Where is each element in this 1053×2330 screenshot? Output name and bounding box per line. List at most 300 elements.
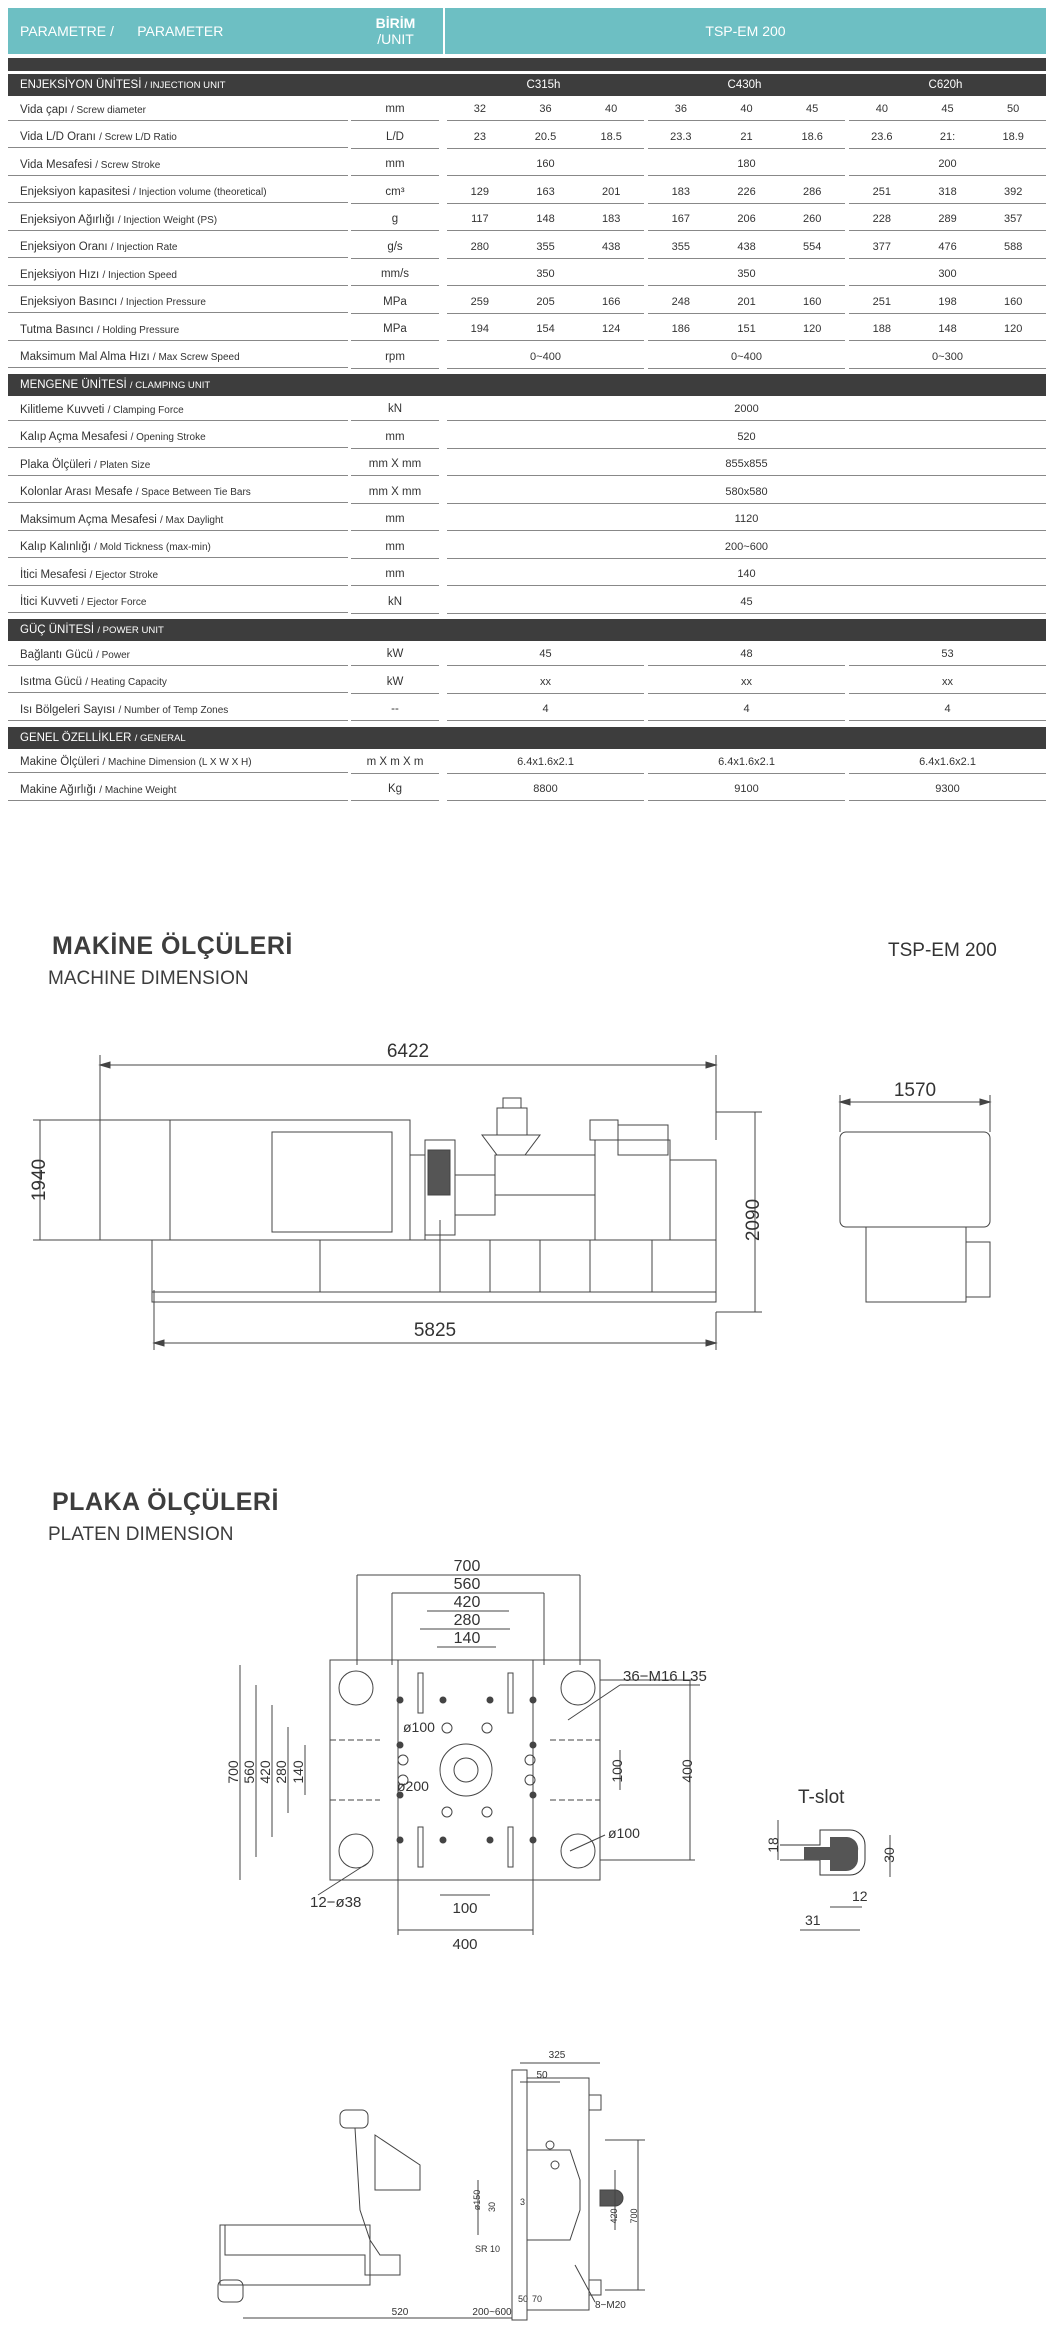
cell-value: 48 bbox=[740, 648, 753, 661]
row-label bbox=[8, 591, 348, 613]
table-row bbox=[8, 534, 1046, 562]
table-row bbox=[8, 749, 1046, 777]
label-en: / Space Between Tie Bars bbox=[135, 487, 251, 499]
row-label bbox=[8, 236, 348, 258]
value-group bbox=[447, 698, 644, 721]
cell-value: 588 bbox=[1004, 240, 1023, 253]
cell-value: 200~600 bbox=[447, 536, 1046, 559]
value-group bbox=[849, 346, 1046, 369]
side-8m20: 8−M20 bbox=[595, 2300, 626, 2311]
section-subtitle: / GENERAL bbox=[134, 732, 186, 744]
spec-table bbox=[8, 8, 1046, 804]
label-tr: İtici Kuvveti bbox=[20, 596, 79, 609]
cell-value: 50 bbox=[1007, 103, 1020, 116]
table-row bbox=[8, 696, 1046, 724]
injection-rows bbox=[8, 96, 1046, 371]
cell-value: 260 bbox=[803, 213, 822, 226]
value-group bbox=[849, 126, 1046, 149]
dia100b-label: ø100 bbox=[608, 1825, 640, 1841]
label-en: / Ejector Force bbox=[81, 597, 147, 609]
cell-value: xx bbox=[540, 675, 551, 688]
cell-value: 259 bbox=[470, 295, 490, 308]
label-tr: Kilitleme Kuvveti bbox=[20, 403, 105, 416]
cell-value: 18.6 bbox=[801, 130, 823, 143]
table-row bbox=[8, 479, 1046, 507]
side-3: 3 bbox=[520, 2197, 526, 2207]
cell-value: 855x855 bbox=[447, 453, 1046, 476]
row-unit: g bbox=[351, 208, 439, 231]
row-label bbox=[8, 751, 348, 773]
table-row bbox=[8, 151, 1046, 179]
value-group bbox=[648, 181, 845, 204]
value-group bbox=[447, 643, 644, 666]
cell-value: 53 bbox=[941, 648, 954, 661]
table-row bbox=[8, 641, 1046, 669]
table-row bbox=[8, 669, 1046, 697]
row-label bbox=[8, 671, 348, 693]
row-unit: g/s bbox=[351, 236, 439, 259]
cell-value: 438 bbox=[737, 240, 756, 253]
row-values bbox=[443, 181, 1046, 204]
table-row bbox=[8, 589, 1046, 617]
label-en: / Injection Speed bbox=[102, 269, 177, 281]
table-row bbox=[8, 506, 1046, 534]
model-labels bbox=[443, 79, 1046, 91]
value-group bbox=[447, 153, 644, 176]
cell-value: 201 bbox=[602, 185, 621, 198]
row-values bbox=[443, 778, 1046, 801]
cell-value: 151 bbox=[737, 323, 756, 336]
value-group bbox=[648, 291, 845, 314]
cell-value: 6.4x1.6x2.1 bbox=[919, 755, 976, 768]
label-en: / Injection volume (theoretical) bbox=[133, 187, 267, 199]
cell-value: 350 bbox=[536, 268, 555, 281]
cell-value: 251 bbox=[872, 185, 892, 198]
cell-value: 148 bbox=[938, 323, 957, 336]
row-values bbox=[443, 291, 1046, 314]
cell-value: 140 bbox=[447, 563, 1046, 586]
row-unit: mm X mm bbox=[351, 481, 439, 504]
label-en: / Machine Dimension (L X W X H) bbox=[102, 757, 252, 769]
cell-value: 40 bbox=[605, 103, 618, 116]
machine-dim-subtitle: MACHINE DIMENSION bbox=[48, 968, 249, 989]
side-420: 420 bbox=[609, 2208, 619, 2224]
cell-value: 186 bbox=[671, 323, 691, 336]
cell-value: 6.4x1.6x2.1 bbox=[718, 755, 775, 768]
label-tr: Kalıp Açma Mesafesi bbox=[20, 431, 128, 444]
cell-value: 21 bbox=[740, 130, 753, 143]
right-dim-400: 400 bbox=[679, 1759, 695, 1783]
label-tr: Enjeksiyon Ağırlığı bbox=[20, 213, 115, 226]
row-unit: MPa bbox=[351, 318, 439, 341]
row-label bbox=[8, 99, 348, 121]
row-values bbox=[443, 318, 1046, 341]
cell-value: 160 bbox=[1004, 295, 1023, 308]
divider-strip bbox=[8, 58, 1046, 71]
row-unit: mm X mm bbox=[351, 453, 439, 476]
cell-value: 280 bbox=[470, 240, 490, 253]
label-en: / Power bbox=[96, 649, 130, 661]
value-group bbox=[648, 643, 845, 666]
cell-value: 228 bbox=[872, 213, 892, 226]
label-tr: Tutma Basıncı bbox=[20, 323, 94, 336]
value-group bbox=[849, 698, 1046, 721]
cell-value: 205 bbox=[536, 295, 555, 308]
cell-value: 198 bbox=[938, 295, 957, 308]
table-row bbox=[8, 289, 1046, 317]
cell-value: 520 bbox=[447, 426, 1046, 449]
label-en: / Number of Temp Zones bbox=[118, 704, 229, 716]
cell-value: 4 bbox=[542, 703, 549, 716]
section-title: GENEL ÖZELLİKLER bbox=[20, 731, 132, 744]
tslot-title: T-slot bbox=[798, 1787, 845, 1808]
cell-value: 148 bbox=[536, 213, 555, 226]
table-row bbox=[8, 344, 1046, 372]
value-group bbox=[648, 346, 845, 369]
row-values bbox=[443, 263, 1046, 286]
side-700: 700 bbox=[629, 2208, 639, 2224]
row-unit: mm/s bbox=[351, 263, 439, 286]
label-tr: Kalıp Kalınlığı bbox=[20, 541, 91, 554]
left-dim: 140 bbox=[290, 1760, 306, 1784]
row-unit: mm bbox=[351, 508, 439, 531]
platen-dim-title: PLAKA ÖLÇÜLERİ bbox=[52, 1488, 279, 1516]
cell-value: 129 bbox=[470, 185, 490, 198]
tslot-18: 18 bbox=[765, 1837, 781, 1853]
row-unit: -- bbox=[351, 698, 439, 721]
side-325: 325 bbox=[548, 2050, 566, 2061]
value-group bbox=[447, 181, 644, 204]
table-row bbox=[8, 96, 1046, 124]
value-group bbox=[447, 346, 644, 369]
row-label bbox=[8, 181, 348, 203]
cell-value: 45 bbox=[447, 591, 1046, 614]
row-unit: cm³ bbox=[351, 181, 439, 204]
label-en: / Injection Pressure bbox=[120, 297, 206, 309]
row-label bbox=[8, 426, 348, 448]
cell-value: 183 bbox=[671, 185, 691, 198]
row-values bbox=[443, 208, 1046, 231]
cell-value: 580x580 bbox=[447, 481, 1046, 504]
value-group bbox=[447, 778, 644, 801]
section-clamping bbox=[8, 374, 1046, 396]
table-header bbox=[8, 8, 1046, 54]
row-label bbox=[8, 454, 348, 476]
top-dim: 420 bbox=[453, 1594, 481, 1611]
side-30: 30 bbox=[487, 2201, 497, 2213]
cell-value: 4 bbox=[743, 703, 750, 716]
row-unit: kW bbox=[351, 643, 439, 666]
dia100-label: ø100 bbox=[403, 1719, 435, 1735]
dim-width: 1570 bbox=[893, 1080, 937, 1101]
label-en: / Injection Rate bbox=[110, 242, 178, 254]
section-subtitle: / INJECTION UNIT bbox=[144, 80, 226, 91]
label-en: / Screw L/D Ratio bbox=[99, 132, 177, 144]
value-group bbox=[447, 236, 644, 259]
cell-value: 40 bbox=[875, 103, 888, 116]
top-dim: 560 bbox=[453, 1576, 481, 1593]
table-row bbox=[8, 396, 1046, 424]
cell-value: 0~400 bbox=[530, 350, 561, 363]
row-label bbox=[8, 319, 348, 341]
value-group bbox=[648, 126, 845, 149]
bolt-label: 36−M16 L35 bbox=[623, 1668, 707, 1685]
side-50: 50 bbox=[536, 2070, 548, 2081]
value-group bbox=[849, 318, 1046, 341]
row-unit: L/D bbox=[351, 126, 439, 149]
label-tr: Kolonlar Arası Mesafe bbox=[20, 486, 133, 499]
row-label bbox=[8, 699, 348, 721]
top-dim: 700 bbox=[453, 1558, 481, 1575]
bottom-dim-100: 100 bbox=[452, 1900, 478, 1917]
label-tr: Makine Ağırlığı bbox=[20, 783, 97, 796]
label-tr: Plaka Ölçüleri bbox=[20, 458, 91, 471]
machine-dim-title: MAKİNE ÖLÇÜLERİ bbox=[52, 932, 293, 960]
value-group bbox=[447, 208, 644, 231]
label-en: / Max Daylight bbox=[159, 514, 224, 526]
section-power bbox=[8, 619, 1046, 641]
row-label bbox=[8, 644, 348, 666]
label-en: / Machine Weight bbox=[99, 784, 177, 796]
cell-value: xx bbox=[741, 675, 752, 688]
row-unit: kW bbox=[351, 671, 439, 694]
dim-height-left: 1940 bbox=[29, 1158, 50, 1202]
cell-value: 226 bbox=[737, 185, 756, 198]
left-dim: 420 bbox=[257, 1760, 273, 1784]
row-label bbox=[8, 126, 348, 148]
dia200-label: ø200 bbox=[397, 1778, 429, 1794]
cell-value: 300 bbox=[938, 268, 957, 281]
unit-header bbox=[348, 8, 443, 54]
value-group bbox=[447, 263, 644, 286]
dim-base-length: 5825 bbox=[413, 1320, 457, 1341]
clamping-rows bbox=[8, 396, 1046, 616]
cell-value: 392 bbox=[1004, 185, 1023, 198]
label-en: / Injection Weight (PS) bbox=[117, 214, 218, 226]
section-subtitle: / POWER UNIT bbox=[97, 625, 164, 636]
cell-value: 289 bbox=[938, 213, 957, 226]
table-row bbox=[8, 261, 1046, 289]
row-values bbox=[443, 751, 1046, 774]
cell-value: 124 bbox=[602, 323, 621, 336]
row-label bbox=[8, 536, 348, 558]
left-dim: 280 bbox=[273, 1760, 289, 1784]
cell-value: 476 bbox=[938, 240, 957, 253]
cell-value: 2000 bbox=[447, 398, 1046, 421]
row-unit: m X m X m bbox=[351, 751, 439, 774]
label-en: / Clamping Force bbox=[107, 404, 184, 416]
machine-dim-model: TSP-EM 200 bbox=[888, 940, 997, 961]
top-dim: 140 bbox=[453, 1630, 481, 1647]
value-group bbox=[849, 263, 1046, 286]
side-50b: 50 bbox=[518, 2294, 529, 2304]
table-row bbox=[8, 124, 1046, 152]
right-dim-100: 100 bbox=[609, 1759, 625, 1783]
side-dia150: ø150 bbox=[472, 2189, 482, 2211]
section-title: MENGENE ÜNİTESİ bbox=[20, 379, 127, 391]
row-unit: mm bbox=[351, 536, 439, 559]
row-label bbox=[8, 346, 348, 368]
cell-value: 180 bbox=[737, 158, 756, 171]
cell-value: 350 bbox=[737, 268, 756, 281]
machine-drawing bbox=[0, 1020, 1053, 1360]
cell-value: 23.3 bbox=[670, 130, 692, 143]
left-dim: 700 bbox=[225, 1760, 241, 1784]
label-tr: Maksimum Mal Alma Hızı bbox=[20, 351, 150, 364]
dim-height-right: 2090 bbox=[743, 1198, 764, 1242]
power-rows bbox=[8, 641, 1046, 724]
row-label bbox=[8, 209, 348, 231]
cell-value: 154 bbox=[536, 323, 555, 336]
label-tr: Maksimum Açma Mesafesi bbox=[20, 513, 157, 526]
section-general bbox=[8, 727, 1046, 749]
cell-value: 20.5 bbox=[534, 130, 557, 143]
tslot-12: 12 bbox=[852, 1888, 868, 1904]
value-group bbox=[849, 236, 1046, 259]
value-group bbox=[648, 98, 845, 121]
value-group bbox=[849, 671, 1046, 694]
row-unit: Kg bbox=[351, 778, 439, 801]
label-en: / Platen Size bbox=[94, 459, 151, 471]
top-dim: 280 bbox=[453, 1612, 481, 1629]
value-group bbox=[447, 671, 644, 694]
cell-value: 357 bbox=[1004, 213, 1023, 226]
value-group bbox=[648, 153, 845, 176]
row-unit: mm bbox=[351, 426, 439, 449]
row-unit: mm bbox=[351, 98, 439, 121]
table-row bbox=[8, 316, 1046, 344]
cell-value: 206 bbox=[737, 213, 756, 226]
value-group bbox=[849, 778, 1046, 801]
value-group bbox=[849, 98, 1046, 121]
label-en: / Mold Tickness (max-min) bbox=[94, 542, 211, 554]
cell-value: 45 bbox=[806, 103, 819, 116]
cell-value: xx bbox=[942, 675, 953, 688]
label-tr: Enjeksiyon kapasitesi bbox=[20, 186, 130, 199]
row-unit: mm bbox=[351, 153, 439, 176]
tslot-30: 30 bbox=[881, 1847, 897, 1863]
label-tr: Enjeksiyon Hızı bbox=[20, 268, 100, 281]
value-group bbox=[849, 208, 1046, 231]
left-dim: 560 bbox=[241, 1760, 257, 1784]
label-tr: Vida Mesafesi bbox=[20, 158, 93, 171]
row-label bbox=[8, 779, 348, 801]
param-tr: PARAMETRE / bbox=[20, 23, 114, 39]
table-row bbox=[8, 206, 1046, 234]
cell-value: 45 bbox=[941, 103, 954, 116]
row-label bbox=[8, 564, 348, 586]
cell-value: 120 bbox=[1004, 323, 1023, 336]
label-tr: Isı Bölgeleri Sayısı bbox=[20, 703, 116, 716]
label-en: / Heating Capacity bbox=[85, 677, 167, 689]
label-en: / Opening Stroke bbox=[130, 432, 206, 444]
row-values bbox=[443, 671, 1046, 694]
label-tr: Vida çapı bbox=[20, 103, 68, 116]
label-tr: Enjeksiyon Basıncı bbox=[20, 296, 118, 309]
cell-value: 554 bbox=[803, 240, 822, 253]
row-values bbox=[443, 153, 1046, 176]
cell-value: 318 bbox=[938, 185, 957, 198]
value-group bbox=[648, 318, 845, 341]
label-en: / Screw Stroke bbox=[95, 159, 161, 171]
cell-value: 9100 bbox=[734, 783, 759, 796]
cell-value: 0~400 bbox=[731, 350, 762, 363]
model-label: C620h bbox=[928, 79, 963, 91]
row-label bbox=[8, 399, 348, 421]
value-group bbox=[447, 126, 644, 149]
value-group bbox=[849, 291, 1046, 314]
row-label bbox=[8, 154, 348, 176]
cell-value: 251 bbox=[872, 295, 892, 308]
label-en: / Ejector Stroke bbox=[89, 569, 159, 581]
value-group bbox=[648, 236, 845, 259]
cell-value: 166 bbox=[602, 295, 621, 308]
holes-label: 12−ø38 bbox=[310, 1894, 362, 1911]
table-row bbox=[8, 179, 1046, 207]
label-tr: Bağlantı Gücü bbox=[20, 648, 97, 661]
row-values bbox=[443, 346, 1046, 369]
cell-value: 194 bbox=[470, 323, 490, 336]
cell-value: 40 bbox=[740, 103, 753, 116]
cell-value: 36 bbox=[539, 103, 552, 116]
row-values bbox=[443, 126, 1046, 149]
value-group bbox=[648, 698, 845, 721]
row-values bbox=[443, 236, 1046, 259]
value-group bbox=[648, 778, 845, 801]
model-label: C315h bbox=[526, 79, 561, 91]
row-unit: kN bbox=[351, 398, 439, 421]
cell-value: 248 bbox=[671, 295, 691, 308]
side-70: 70 bbox=[532, 2294, 543, 2304]
label-tr: Isıtma Gücü bbox=[20, 676, 82, 689]
cell-value: 183 bbox=[602, 213, 621, 226]
row-label bbox=[8, 264, 348, 286]
value-group bbox=[447, 291, 644, 314]
cell-value: 355 bbox=[536, 240, 555, 253]
table-row bbox=[8, 451, 1046, 479]
side-sr10: SR 10 bbox=[475, 2244, 501, 2254]
label-tr: Makine Ölçüleri bbox=[20, 756, 100, 769]
side-520: 520 bbox=[391, 2307, 409, 2318]
label-tr: Enjeksiyon Oranı bbox=[20, 241, 108, 254]
tslot-31: 31 bbox=[805, 1912, 821, 1928]
label-tr: Vida L/D Oranı bbox=[20, 131, 96, 144]
section-injection bbox=[8, 74, 1046, 96]
value-group bbox=[849, 751, 1046, 774]
row-label bbox=[8, 291, 348, 313]
label-en: / Holding Pressure bbox=[96, 324, 180, 336]
cell-value: 188 bbox=[872, 323, 892, 336]
label-en: / Max Screw Speed bbox=[152, 352, 240, 364]
value-group bbox=[648, 263, 845, 286]
table-row bbox=[8, 776, 1046, 804]
cell-value: 120 bbox=[803, 323, 822, 336]
cell-value: 355 bbox=[671, 240, 691, 253]
value-group bbox=[849, 643, 1046, 666]
row-unit: MPa bbox=[351, 291, 439, 314]
cell-value: 23 bbox=[473, 130, 486, 143]
cell-value: 4 bbox=[944, 703, 951, 716]
platen-drawing bbox=[0, 1555, 1053, 1985]
value-group bbox=[849, 181, 1046, 204]
cell-value: 23.6 bbox=[871, 130, 893, 143]
value-group bbox=[447, 751, 644, 774]
cell-value: 286 bbox=[803, 185, 822, 198]
dim-total-length: 6422 bbox=[386, 1041, 430, 1062]
general-rows bbox=[8, 749, 1046, 804]
row-unit: rpm bbox=[351, 346, 439, 369]
platen-side-drawing bbox=[0, 2040, 1053, 2330]
